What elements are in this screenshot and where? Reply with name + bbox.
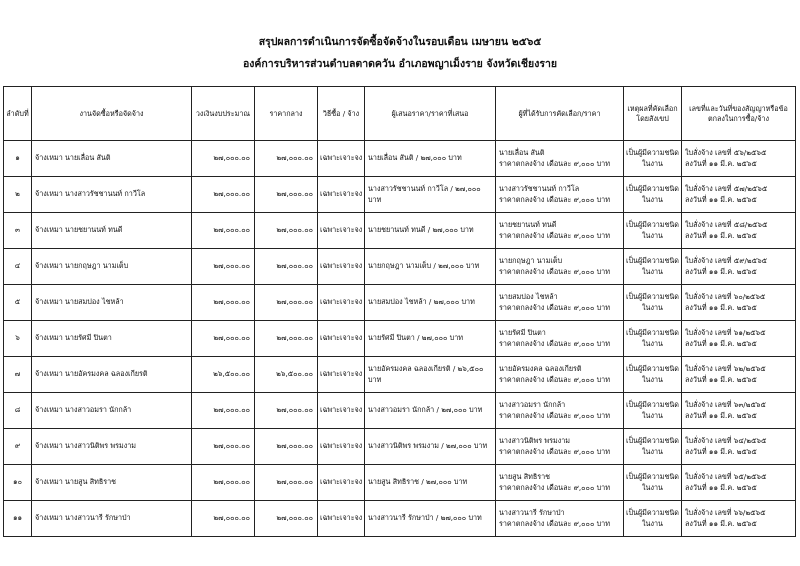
winner-price: ราคาตกลงจ้าง เดือนละ ๙,๐๐๐ บาท <box>499 302 610 312</box>
row-budget: ๒๗,๐๐๐.๐๐ <box>192 321 255 357</box>
contract-date: ลงวันที่ ๑๑ มี.ค. ๒๕๖๕ <box>685 266 757 276</box>
row-bidder: นางสาวนารี รักษาป่า / ๒๗,๐๐๐ บาท <box>365 501 496 537</box>
row-item: จ้างเหมา นายสูน สิทธิราช <box>32 465 192 501</box>
row-item: จ้างเหมา นางสาวนารี รักษาป่า <box>32 501 192 537</box>
organization-subtitle: องค์การบริหารส่วนตำบลตาดควัน อำเภอพญาเม็งราย จังหวัดเชียงราย <box>242 58 558 70</box>
contract-number: ใบสั่งจ้าง เลขที่ ๖๒/๒๕๖๕ <box>685 364 766 374</box>
header-contract: เลขที่และวันที่ของสัญญาหรือข้อตกลงในการซื้อ/จ้าง <box>682 87 796 141</box>
row-number: ๗ <box>4 357 32 393</box>
row-contract <box>682 501 796 537</box>
row-item: จ้างเหมา นายสมปอง ไชหล้า <box>32 285 192 321</box>
row-item: จ้างเหมา นางสาวนิติพร พรมงาม <box>32 429 192 465</box>
row-method: เฉพาะเจาะจง <box>318 177 365 213</box>
row-median-price: ๒๗,๐๐๐.๐๐ <box>255 393 318 429</box>
row-median-price: ๒๗,๐๐๐.๐๐ <box>255 285 318 321</box>
row-contract <box>682 321 796 357</box>
row-number: ๖ <box>4 321 32 357</box>
row-bidder: นายเลื่อน สันติ / ๒๗,๐๐๐ บาท <box>365 141 496 177</box>
contract-date: ลงวันที่ ๑๑ มี.ค. ๒๕๖๕ <box>685 482 757 492</box>
winner-price: ราคาตกลงจ้าง เดือนละ ๙,๐๐๐ บาท <box>499 194 610 204</box>
row-bidder: นางสาวรัชชานนท์ กาวีโล / ๒๗,๐๐๐ บาท <box>365 177 496 213</box>
table-row <box>4 213 796 249</box>
winner-name: นายกฤษฎา นามเต็บ <box>499 256 563 266</box>
row-item: จ้างเหมา นายเลื่อน สันติ <box>32 141 192 177</box>
row-item: จ้างเหมา นางสาวอมรา นักกล้า <box>32 393 192 429</box>
contract-number: ใบสั่งจ้าง เลขที่ ๕๘/๒๕๖๕ <box>685 220 768 230</box>
row-contract <box>682 465 796 501</box>
row-winner <box>496 177 624 213</box>
row-reason: เป็นผู้มีความชนิดในงาน <box>624 141 682 177</box>
row-budget: ๒๗,๐๐๐.๐๐ <box>192 213 255 249</box>
row-bidder: นางสาวนิติพร พรมงาม / ๒๗,๐๐๐ บาท <box>365 429 496 465</box>
row-number: ๘ <box>4 393 32 429</box>
row-median-price: ๒๗,๐๐๐.๐๐ <box>255 141 318 177</box>
winner-price: ราคาตกลงจ้าง เดือนละ ๙,๐๐๐ บาท <box>499 446 610 456</box>
row-number: ๑๑ <box>4 501 32 537</box>
document-title: สรุปผลการดำเนินการจัดซื้อจัดจ้างในรอบเดือน เมษายน ๒๕๖๕ <box>258 36 542 48</box>
row-budget: ๒๗,๐๐๐.๐๐ <box>192 177 255 213</box>
row-winner <box>496 285 624 321</box>
row-reason: เป็นผู้มีความชนิดในงาน <box>624 285 682 321</box>
row-median-price: ๒๗,๐๐๐.๐๐ <box>255 501 318 537</box>
contract-number: ใบสั่งจ้าง เลขที่ ๕๖/๒๕๖๕ <box>685 148 767 158</box>
row-number: ๕ <box>4 285 32 321</box>
contract-number: ใบสั่งจ้าง เลขที่ ๖๔/๒๕๖๕ <box>685 436 767 446</box>
contract-date: ลงวันที่ ๑๑ มี.ค. ๒๕๖๕ <box>685 518 757 528</box>
table-row <box>4 501 796 537</box>
winner-name: นางสาวอมรา นักกล้า <box>499 400 566 410</box>
row-winner <box>496 213 624 249</box>
row-reason: เป็นผู้มีความชนิดในงาน <box>624 249 682 285</box>
row-winner <box>496 501 624 537</box>
header-median-price: ราคากลาง <box>255 87 318 141</box>
winner-price: ราคาตกลงจ้าง เดือนละ ๙,๐๐๐ บาท <box>499 374 610 384</box>
header-no: ลำดับที่ <box>4 87 32 141</box>
contract-date: ลงวันที่ ๑๑ มี.ค. ๒๕๖๕ <box>685 446 757 456</box>
row-reason: เป็นผู้มีความชนิดในงาน <box>624 177 682 213</box>
row-contract <box>682 141 796 177</box>
table-row <box>4 393 796 429</box>
row-reason: เป็นผู้มีความชนิดในงาน <box>624 213 682 249</box>
row-reason: เป็นผู้มีความชนิดในงาน <box>624 321 682 357</box>
winner-price: ราคาตกลงจ้าง เดือนละ ๙,๐๐๐ บาท <box>499 230 610 240</box>
row-winner <box>496 249 624 285</box>
header-item: งานจัดซื้อหรือจัดจ้าง <box>32 87 192 141</box>
winner-name: นางสาวนิติพร พรมงาม <box>499 436 571 446</box>
contract-number: ใบสั่งจ้าง เลขที่ ๖๕/๒๕๖๕ <box>685 472 767 482</box>
header-winner: ผู้ที่ได้รับการคัดเลือก/ราคา <box>496 87 624 141</box>
row-item: จ้างเหมา นายรัศมี ปินตา <box>32 321 192 357</box>
contract-number: ใบสั่งจ้าง เลขที่ ๖๐/๒๕๖๕ <box>685 292 766 302</box>
row-number: ๙ <box>4 429 32 465</box>
winner-price: ราคาตกลงจ้าง เดือนละ ๙,๐๐๐ บาท <box>499 338 610 348</box>
row-item: จ้างเหมา นายชยานนท์ ทนดี <box>32 213 192 249</box>
row-method: เฉพาะเจาะจง <box>318 249 365 285</box>
winner-price: ราคาตกลงจ้าง เดือนละ ๙,๐๐๐ บาท <box>499 410 610 420</box>
winner-name: นายอัครมงคล ฉลองเกียรติ <box>499 364 582 374</box>
table-row <box>4 285 796 321</box>
row-reason: เป็นผู้มีความชนิดในงาน <box>624 357 682 393</box>
contract-number: ใบสั่งจ้าง เลขที่ ๕๙/๒๕๖๕ <box>685 256 768 266</box>
row-budget: ๒๖,๕๐๐.๐๐ <box>192 357 255 393</box>
row-number: ๒ <box>4 177 32 213</box>
winner-price: ราคาตกลงจ้าง เดือนละ ๙,๐๐๐ บาท <box>499 482 610 492</box>
row-reason: เป็นผู้มีความชนิดในงาน <box>624 429 682 465</box>
table-header-row <box>4 87 796 141</box>
row-bidder: นายสมปอง ไชหล้า / ๒๗,๐๐๐ บาท <box>365 285 496 321</box>
row-bidder: นายรัศมี ปินตา / ๒๗,๐๐๐ บาท <box>365 321 496 357</box>
row-number: ๑ <box>4 141 32 177</box>
winner-name: นายรัศมี ปินตา <box>499 328 546 338</box>
table-row <box>4 429 796 465</box>
contract-date: ลงวันที่ ๑๑ มี.ค. ๒๕๖๕ <box>685 374 757 384</box>
contract-date: ลงวันที่ ๑๑ มี.ค. ๒๕๖๕ <box>685 158 757 168</box>
contract-date: ลงวันที่ ๑๑ มี.ค. ๒๕๖๕ <box>685 302 757 312</box>
winner-name: นายสมปอง ไชหล้า <box>499 292 558 302</box>
row-budget: ๒๗,๐๐๐.๐๐ <box>192 465 255 501</box>
winner-price: ราคาตกลงจ้าง เดือนละ ๙,๐๐๐ บาท <box>499 266 610 276</box>
procurement-table <box>3 86 796 537</box>
contract-number: ใบสั่งจ้าง เลขที่ ๕๗/๒๕๖๕ <box>685 184 768 194</box>
row-contract <box>682 357 796 393</box>
row-method: เฉพาะเจาะจง <box>318 465 365 501</box>
row-reason: เป็นผู้มีความชนิดในงาน <box>624 501 682 537</box>
table-body <box>4 141 796 537</box>
row-median-price: ๒๗,๐๐๐.๐๐ <box>255 429 318 465</box>
row-method: เฉพาะเจาะจง <box>318 357 365 393</box>
row-budget: ๒๗,๐๐๐.๐๐ <box>192 285 255 321</box>
row-item: จ้างเหมา นางสาวรัชชานนท์ กาวีโล <box>32 177 192 213</box>
row-contract <box>682 393 796 429</box>
row-winner <box>496 393 624 429</box>
contract-number: ใบสั่งจ้าง เลขที่ ๖๖/๒๕๖๕ <box>685 508 766 518</box>
row-method: เฉพาะเจาะจง <box>318 429 365 465</box>
row-budget: ๒๗,๐๐๐.๐๐ <box>192 249 255 285</box>
row-median-price: ๒๗,๐๐๐.๐๐ <box>255 321 318 357</box>
row-method: เฉพาะเจาะจง <box>318 501 365 537</box>
winner-name: นายเลื่อน สันติ <box>499 148 545 158</box>
row-contract <box>682 249 796 285</box>
row-bidder: นางสาวอมรา นักกล้า / ๒๗,๐๐๐ บาท <box>365 393 496 429</box>
row-bidder: นายอัครมงคล ฉลองเกียรติ / ๒๖,๕๐๐ บาท <box>365 357 496 393</box>
row-contract <box>682 429 796 465</box>
header-reason: เหตุผลที่คัดเลือกโดยสังเขป <box>624 87 682 141</box>
row-winner <box>496 141 624 177</box>
row-winner <box>496 357 624 393</box>
row-budget: ๒๗,๐๐๐.๐๐ <box>192 141 255 177</box>
row-method: เฉพาะเจาะจง <box>318 285 365 321</box>
row-median-price: ๒๖,๕๐๐.๐๐ <box>255 357 318 393</box>
row-median-price: ๒๗,๐๐๐.๐๐ <box>255 465 318 501</box>
header-method: วิธีซื้อ / จ้าง <box>318 87 365 141</box>
row-method: เฉพาะเจาะจง <box>318 321 365 357</box>
contract-number: ใบสั่งจ้าง เลขที่ ๖๑/๒๕๖๕ <box>685 328 766 338</box>
winner-name: นางสาวรัชชานนท์ กาวีโล <box>499 184 580 194</box>
row-median-price: ๒๗,๐๐๐.๐๐ <box>255 249 318 285</box>
winner-name: นายชยานนท์ ทนดี <box>499 220 557 230</box>
row-winner <box>496 321 624 357</box>
header-bidder: ผู้เสนอราคา/ราคาที่เสนอ <box>365 87 496 141</box>
contract-number: ใบสั่งจ้าง เลขที่ ๖๓/๒๕๖๕ <box>685 400 766 410</box>
row-number: ๔ <box>4 249 32 285</box>
row-item: จ้างเหมา นายอัครมงคล ฉลองเกียรติ <box>32 357 192 393</box>
header-budget: วงเงินงบประมาณ <box>192 87 255 141</box>
contract-date: ลงวันที่ ๑๑ มี.ค. ๒๕๖๕ <box>685 230 757 240</box>
winner-name: นายสูน สิทธิราช <box>499 472 551 482</box>
row-method: เฉพาะเจาะจง <box>318 393 365 429</box>
row-winner <box>496 429 624 465</box>
winner-price: ราคาตกลงจ้าง เดือนละ ๙,๐๐๐ บาท <box>499 158 610 168</box>
row-winner <box>496 465 624 501</box>
row-item: จ้างเหมา นายกฤษฎา นามเต็บ <box>32 249 192 285</box>
table-row <box>4 321 796 357</box>
contract-date: ลงวันที่ ๑๑ มี.ค. ๒๕๖๕ <box>685 194 757 204</box>
row-contract <box>682 213 796 249</box>
table-row <box>4 249 796 285</box>
row-bidder: นายกฤษฎา นามเต็บ / ๒๗,๐๐๐ บาท <box>365 249 496 285</box>
row-number: ๑๐ <box>4 465 32 501</box>
row-budget: ๒๗,๐๐๐.๐๐ <box>192 393 255 429</box>
table-row <box>4 357 796 393</box>
contract-date: ลงวันที่ ๑๑ มี.ค. ๒๕๖๕ <box>685 410 757 420</box>
row-median-price: ๒๗,๐๐๐.๐๐ <box>255 177 318 213</box>
row-reason: เป็นผู้มีความชนิดในงาน <box>624 465 682 501</box>
row-median-price: ๒๗,๐๐๐.๐๐ <box>255 213 318 249</box>
row-contract <box>682 177 796 213</box>
row-method: เฉพาะเจาะจง <box>318 141 365 177</box>
row-bidder: นายชยานนท์ ทนดี / ๒๗,๐๐๐ บาท <box>365 213 496 249</box>
row-number: ๓ <box>4 213 32 249</box>
contract-date: ลงวันที่ ๑๑ มี.ค. ๒๕๖๕ <box>685 338 757 348</box>
winner-price: ราคาตกลงจ้าง เดือนละ ๙,๐๐๐ บาท <box>499 518 610 528</box>
row-bidder: นายสูน สิทธิราช / ๒๗,๐๐๐ บาท <box>365 465 496 501</box>
row-method: เฉพาะเจาะจง <box>318 213 365 249</box>
row-budget: ๒๗,๐๐๐.๐๐ <box>192 501 255 537</box>
row-reason: เป็นผู้มีความชนิดในงาน <box>624 393 682 429</box>
table-row <box>4 177 796 213</box>
row-budget: ๒๗,๐๐๐.๐๐ <box>192 429 255 465</box>
winner-name: นางสาวนารี รักษาป่า <box>499 508 565 518</box>
row-contract <box>682 285 796 321</box>
table-row <box>4 141 796 177</box>
table-row <box>4 465 796 501</box>
